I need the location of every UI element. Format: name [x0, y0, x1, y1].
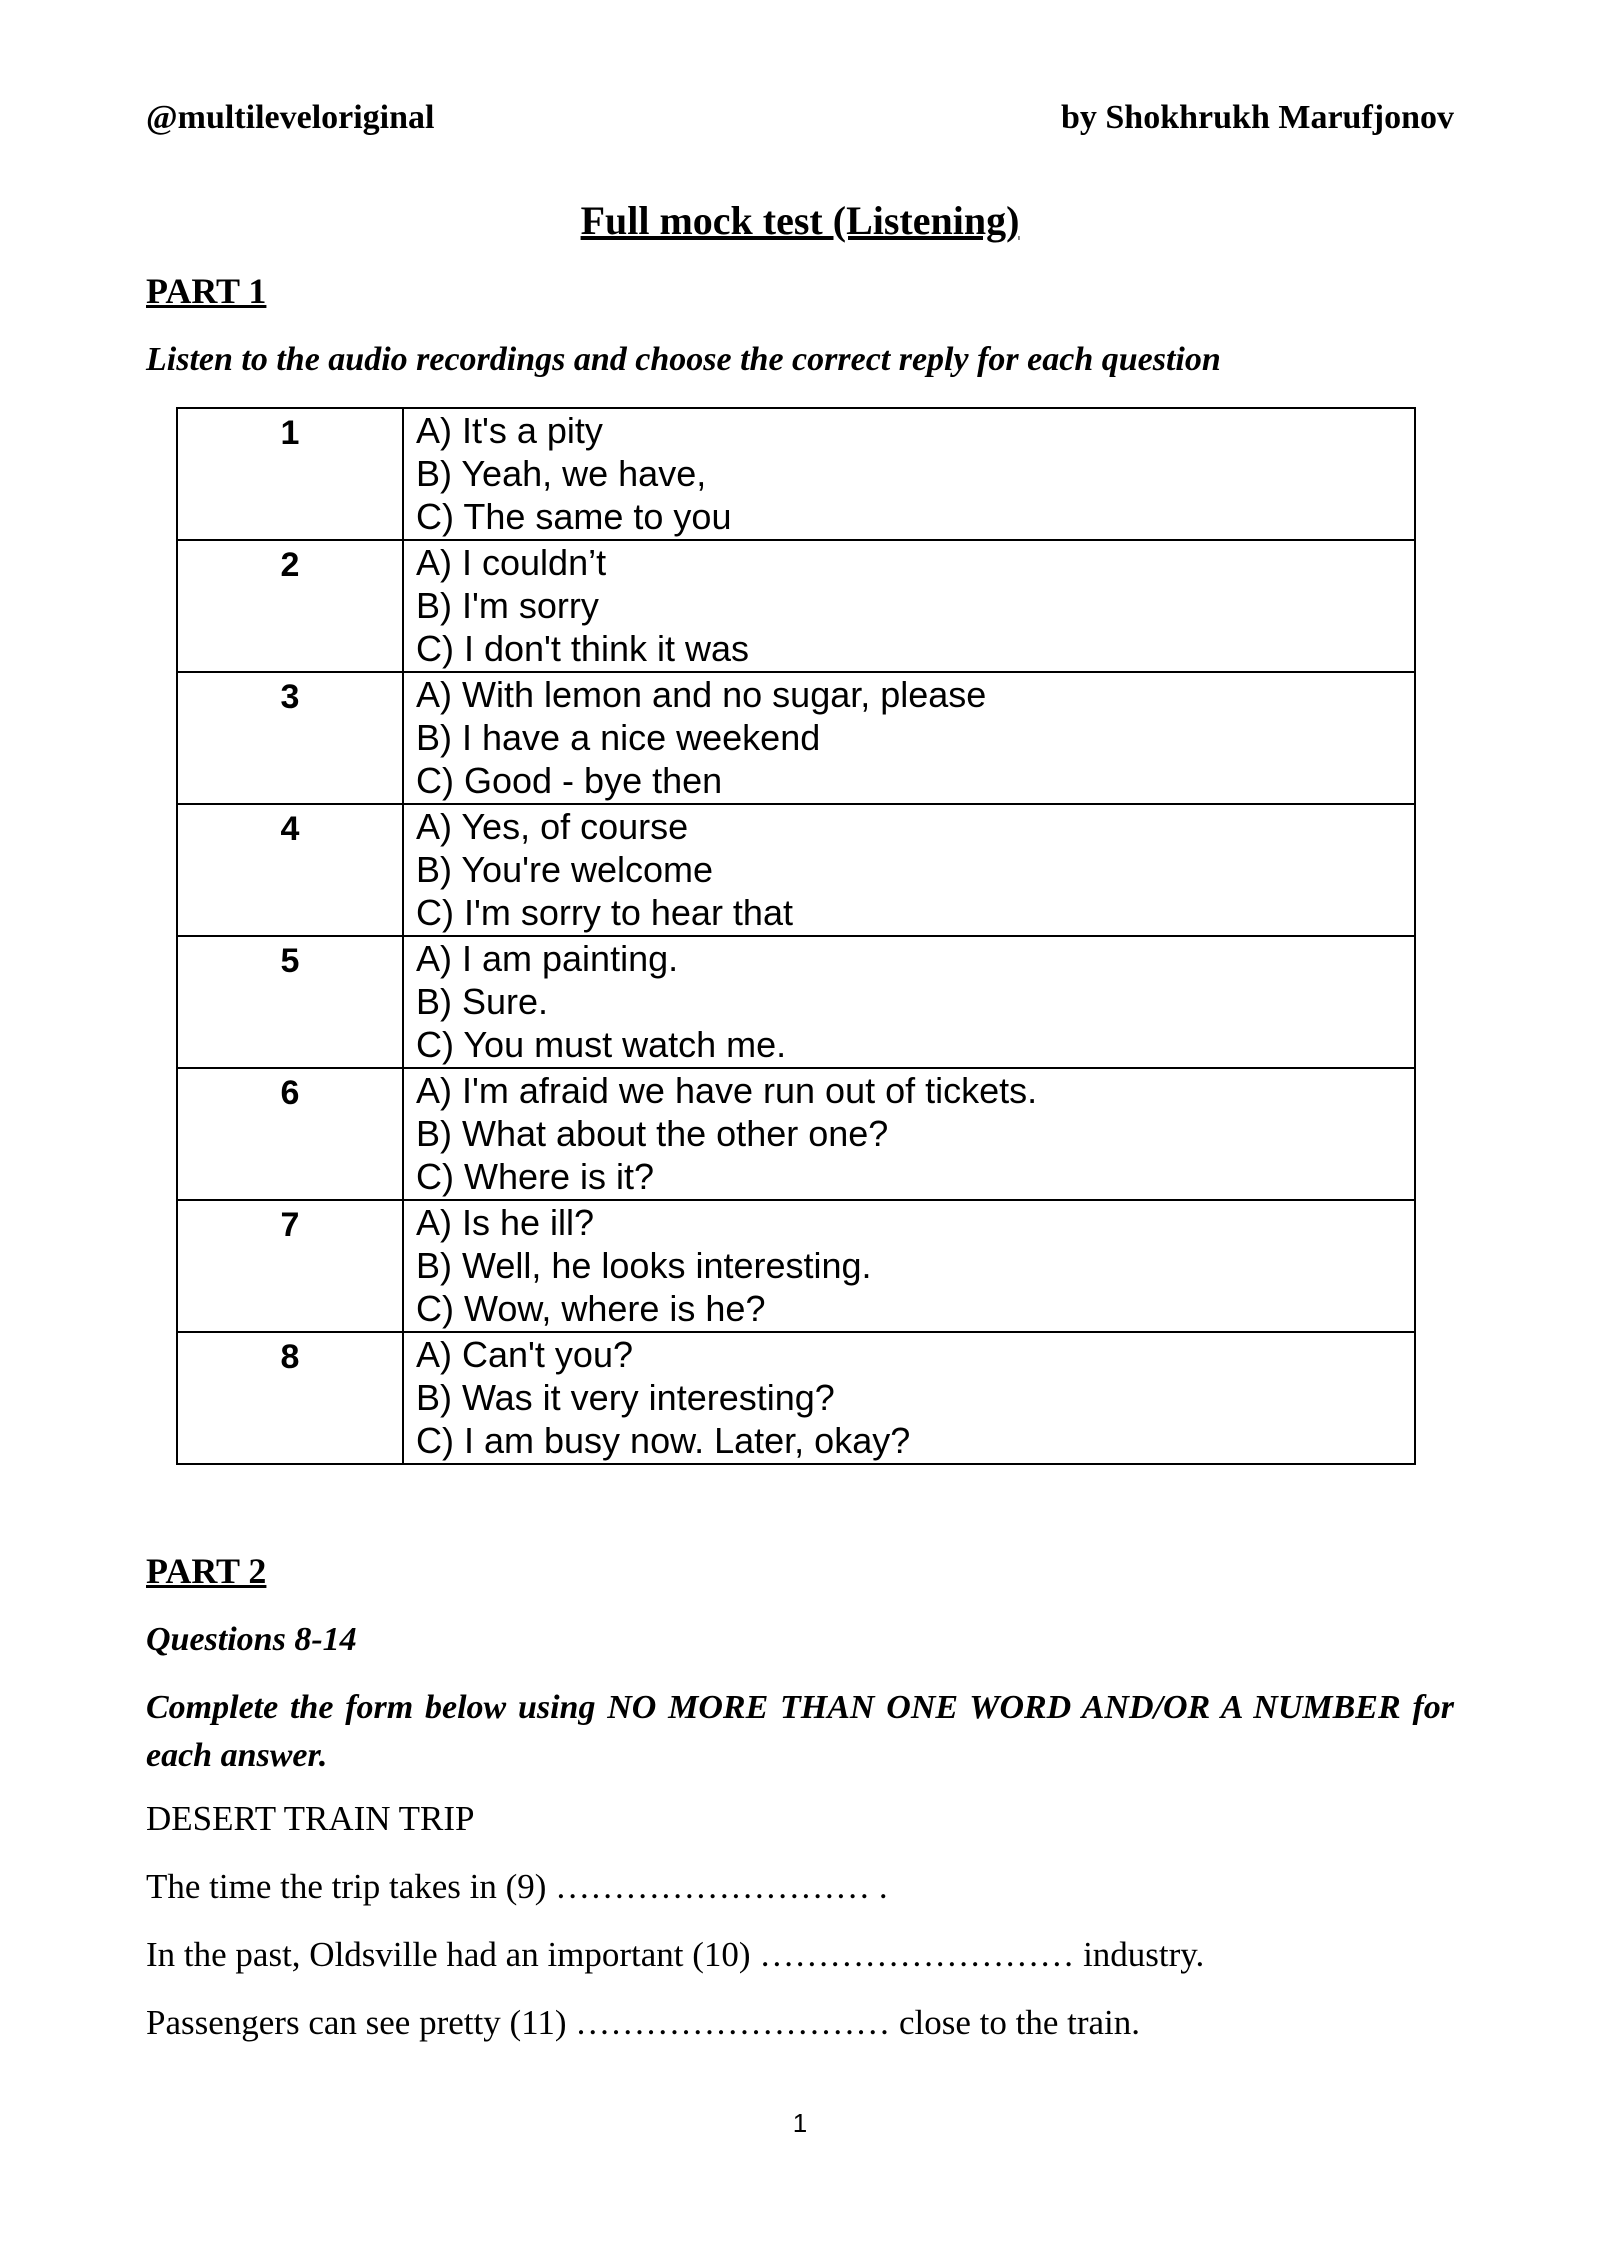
answer-option-b: B) Sure.	[416, 981, 549, 1022]
question-row	[177, 1332, 1415, 1464]
answer-option-a: A) Yes, of course	[416, 806, 689, 847]
question-number: 1	[177, 408, 403, 540]
question-options	[403, 936, 1415, 1068]
part1-instruction: Listen to the audio recordings and choose the correct reply for each question	[146, 341, 1221, 378]
question-number: 7	[177, 1200, 403, 1332]
page-title: Full mock test (Listening)	[580, 198, 1020, 243]
question-number: 4	[177, 804, 403, 936]
part2-instruction: Complete the form below using NO MORE THAN ONE WORD AND/OR A NUMBER for each answer.	[146, 1689, 1454, 1774]
answer-option-c: C) The same to you	[416, 496, 732, 537]
answer-option-b: B) I have a nice weekend	[416, 717, 821, 758]
answer-option-b: B) Well, he looks interesting.	[416, 1245, 872, 1286]
question-number: 2	[177, 540, 403, 672]
answer-option-a: A) I'm afraid we have run out of tickets.	[416, 1070, 1038, 1111]
answer-option-c: C) I'm sorry to hear that	[416, 892, 793, 933]
form-line-9: The time the trip takes in (9) ……………………… .	[146, 1867, 888, 1906]
question-options	[403, 1200, 1415, 1332]
part2-heading: PART 2	[146, 1551, 267, 1591]
question-row	[177, 804, 1415, 936]
answer-option-c: C) Good - bye then	[416, 760, 723, 801]
answer-option-a: A) Is he ill?	[416, 1202, 595, 1243]
answer-option-b: B) Was it very interesting?	[416, 1377, 835, 1418]
answer-option-c: C) Wow, where is he?	[416, 1288, 766, 1329]
question-row	[177, 408, 1415, 540]
question-options	[403, 408, 1415, 540]
question-options	[403, 1332, 1415, 1464]
answer-option-a: A) I couldn’t	[416, 542, 607, 583]
question-row	[177, 936, 1415, 1068]
answer-option-b: B) What about the other one?	[416, 1113, 889, 1154]
answer-option-b: B) You're welcome	[416, 849, 714, 890]
part1-heading: PART 1	[146, 271, 267, 311]
form-line-11: Passengers can see pretty (11) ……………………… close to the train.	[146, 2003, 1141, 2042]
form-title: DESERT TRAIN TRIP	[146, 1799, 475, 1838]
question-row	[177, 1200, 1415, 1332]
question-row	[177, 1068, 1415, 1200]
answer-option-b: B) I'm sorry	[416, 585, 599, 626]
answer-options-table	[176, 407, 1416, 1465]
page-number: 1	[792, 2108, 808, 2138]
question-number: 3	[177, 672, 403, 804]
answer-option-b: B) Yeah, we have,	[416, 453, 707, 494]
part2-questions-label: Questions 8-14	[146, 1621, 357, 1658]
header-author: by Shokhrukh Marufjonov	[1060, 99, 1454, 136]
question-row	[177, 672, 1415, 804]
question-number: 6	[177, 1068, 403, 1200]
answer-option-c: C) I don't think it was	[416, 628, 749, 669]
header-channel-handle: @multileveloriginal	[146, 99, 435, 136]
answer-option-a: A) I am painting.	[416, 938, 679, 979]
question-options	[403, 1068, 1415, 1200]
answer-option-c: C) Where is it?	[416, 1156, 655, 1197]
answer-option-c: C) I am busy now. Later, okay?	[416, 1420, 911, 1461]
form-line-10: In the past, Oldsville had an important (10) ……………………… industry.	[146, 1935, 1205, 1974]
answer-option-a: A) Can't you?	[416, 1334, 633, 1375]
question-row	[177, 540, 1415, 672]
question-options	[403, 804, 1415, 936]
question-number: 8	[177, 1332, 403, 1464]
answer-option-a: A) It's a pity	[416, 410, 603, 451]
answer-option-a: A) With lemon and no sugar, please	[416, 674, 987, 715]
answer-option-c: C) You must watch me.	[416, 1024, 787, 1065]
question-options	[403, 540, 1415, 672]
question-options	[403, 672, 1415, 804]
question-number: 5	[177, 936, 403, 1068]
